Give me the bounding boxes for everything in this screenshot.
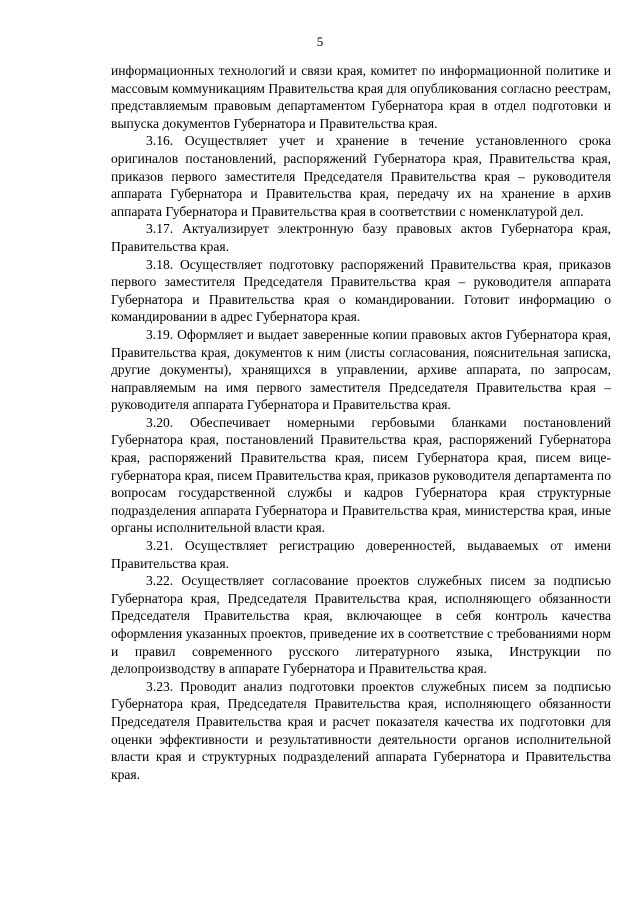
page-number: 5 (316, 34, 324, 49)
document-body (111, 62, 611, 783)
paragraph-3-18: 3.18. Осуществляет подготовку распоряжений Правительства края, приказов первого заместителя Председателя Правительства края – руководителя аппарата Губернатора и Правительства края о командировании. Готовит информацию о командировании в адрес Губернатора края. (111, 256, 611, 325)
paragraph-continuation: информационных технологий и связи края, комитет по информационной политике и массовым коммуникациям Правительства края для опубликования согласно реестрам, представляемым правовым департаментом Губернатора края в отдел подготовки и выпуска документов Губернатора и Правительства края. (111, 63, 611, 131)
paragraph-3-22: 3.22. Осуществляет согласование проектов служебных писем за подписью Губернатора края, Председателя Правительства края, исполняющего обязанности Председателя Правительства края, включающее в себя контроль качества оформления указанных проектов, приведение их в соответствие с требованиями норм и правил современного русского литературного языка, Инструкции по делопроизводству в аппарате Губернатора и Правительства края. (111, 573, 611, 677)
paragraph-3-16: 3.16. Осуществляет учет и хранение в течение установленного срока оригиналов постановлений, распоряжений Губернатора края, Правительства края, приказов первого заместителя Председателя Правительства края – руководителя аппарата Губернатора и Правительства края, передачу их на хранение в архив аппарата Губернатора и Правительства края в соответствии с номенклатурой дел. (111, 133, 611, 219)
paragraph-3-20: 3.20. Обеспечивает номерными гербовыми бланками постановлений Губернатора края, постановлений Правительства края, распоряжений Губернатора края, распоряжений Правительства края, писем Губернатора края, писем вице-губернатора края, писем Правительства края, приказов руководителя департамента по вопросам государственной службы и кадров Губернатора края структурные подразделения аппарата Губернатора и Правительства края, министерства края, иные органы исполнительной власти края. (111, 414, 611, 536)
paragraph-3-19: 3.19. Оформляет и выдает заверенные копии правовых актов Губернатора края, Правительства края, документов к ним (листы согласования, пояснительная записка, другие документы), хранящихся в управлении, архиве аппарата, по запросам, направляемым на имя первого заместителя Председателя Правительства края – руководителя аппарата Губернатора и Правительства края. (111, 326, 611, 413)
paragraph-3-21: 3.21. Осуществляет регистрацию доверенностей, выдаваемых от имени Правительства края. (111, 538, 611, 571)
paragraph-3-17: 3.17. Актуализирует электронную базу правовых актов Губернатора края, Правительства края. (111, 221, 611, 254)
paragraph-3-23: 3.23. Проводит анализ подготовки проектов служебных писем за подписью Губернатора края, Председателя Правительства края, исполняющего обязанности Председателя Правительства края и расчет показателя качества их подготовки для оценки эффективности и результативности деятельности органов исполнительной власти края и структурных подразделений аппарата Губернатора и Правительства края. (111, 678, 611, 782)
